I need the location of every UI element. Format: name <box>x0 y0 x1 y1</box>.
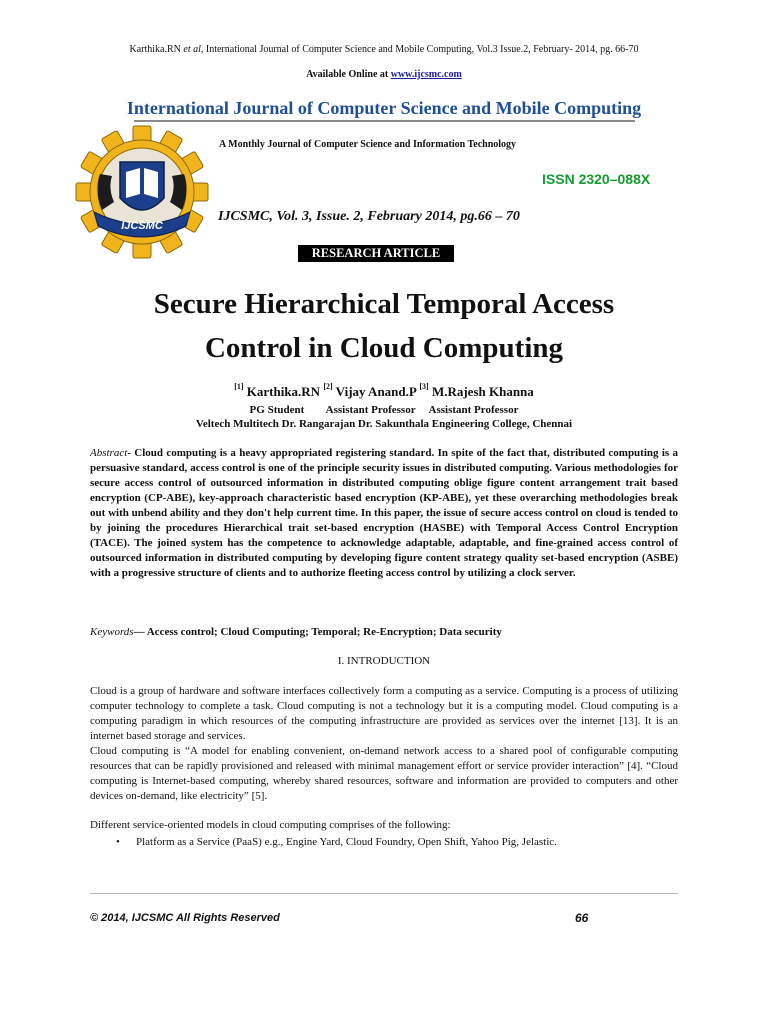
author-list <box>0 384 768 400</box>
footer-divider <box>90 893 678 894</box>
abstract-label: Abstract <box>90 447 128 459</box>
author-affiliation: Veltech Multitech Dr. Rangarajan Dr. Sakunthala Engineering College, Chennai <box>195 418 573 430</box>
author-3-ref: [3] <box>419 382 429 391</box>
journal-title: International Journal of Computer Science and Mobile Computing <box>126 98 642 118</box>
paper-title-line1: Secure Hierarchical Temporal Access <box>153 288 615 320</box>
footer-copyright: © 2014, IJCSMC All Rights Reserved <box>90 912 280 924</box>
paper-title-line2: Control in Cloud Computing <box>204 332 564 364</box>
list-item: Platform as a Service (PaaS) e.g., Engine Yard, Cloud Foundry, Open Shift, Yahoo Pig, Jelastic. <box>136 836 557 848</box>
citation-details: , International Journal of Computer Science and Mobile Computing, Vol.3 Issue.2, February- 2014, pg. 66-70 <box>200 44 639 55</box>
abstract-text: - Cloud computing is a heavy appropriated registering standard. In spite of the fact that, distributed computing is a persuasive standard, access control is one of the principle security issues in distributed computing. Various methodologies for secure access control of outsourced information in distributed computing oblige figure content arrangement trait based encryption (CP-ABE), key-approach characteristic based encryption (KP-ABE), yet these overarching methodologies break out with unbend ability and they don't help current time. In this paper, the issue of secure access control on cloud is tended to by joining the procedures Hierarchical trait set-based encryption (HASBE) with Temporal Access Control Encryption (TACE). The joined system has the competence to acknowledge adaptable, adaptable, and fine-grained access control of outsourced information in distributed computing by developing figure content strategy quality set-based encryption (ASBE) with a progressive structure of clients and to authorize fleeting access control by utilizing a clock server. <box>90 447 678 579</box>
available-online <box>0 69 768 80</box>
keywords-text: — Access control; Cloud Computing; Temporal; Re-Encryption; Data security <box>133 626 502 638</box>
section-heading-introduction: I. INTRODUCTION <box>337 655 431 667</box>
ijcsmc-logo-icon <box>73 123 211 261</box>
keywords-label: Keywords <box>90 626 134 638</box>
intro-paragraph-2: Cloud computing is “A model for enabling convenient, on-demand network access to a shared pool of configurable computing resources that can be rapidly provisioned and released with minimal management effort or service provider interaction” [4]. “Cloud computing is Internet-based computing, whereby shared resources, software and information are provided to computers and other devices on-demand, like electricity” [5]. <box>90 745 678 802</box>
article-type-badge: RESEARCH ARTICLE <box>298 245 454 262</box>
author-1-name: Karthika.RN <box>246 384 321 399</box>
author-roles: PG Student Assistant Professor Assistant Professor <box>249 404 519 416</box>
bullet-icon: • <box>116 836 120 848</box>
running-header-citation <box>40 44 728 55</box>
intro-paragraph-1: Cloud is a group of hardware and software interfaces collectively form a computing as a service. Computing is a process of utilizing computer technology to complete a task. Cloud computing is not a technology but it is a computing model. Cloud computing is a computing paradigm in which resources of the computing infrastructure are provided as services over the internet [13]. It is an internet based storage and services. <box>90 685 678 742</box>
journal-subtitle: A Monthly Journal of Computer Science and Information Technology <box>219 139 517 150</box>
journal-website-link[interactable]: www.ijcsmc.com <box>390 69 462 80</box>
author-2-ref: [2] <box>323 382 333 391</box>
volume-info: IJCSMC, Vol. 3, Issue. 2, February 2014, pg.66 – 70 <box>218 209 520 224</box>
logo-lettering: IJCSMC <box>121 220 163 232</box>
issn-number: ISSN 2320–088X <box>542 171 651 187</box>
available-label: Available Online at <box>306 69 391 80</box>
citation-etal: et al <box>183 44 201 55</box>
author-3-name: M.Rajesh Khanna <box>431 384 534 399</box>
abstract <box>90 446 678 581</box>
journal-title-divider <box>134 120 635 122</box>
intro-paragraph-3: Different service-oriented models in cloud computing comprises of the following: <box>90 819 451 831</box>
author-2-name: Vijay Anand.P <box>335 384 417 399</box>
keywords <box>90 626 678 638</box>
paper-title <box>40 282 728 370</box>
author-1-ref: [1] <box>234 382 244 391</box>
journal-logo <box>73 123 211 261</box>
page-number: 66 <box>575 911 589 925</box>
citation-authors: Karthika.RN <box>129 44 181 55</box>
